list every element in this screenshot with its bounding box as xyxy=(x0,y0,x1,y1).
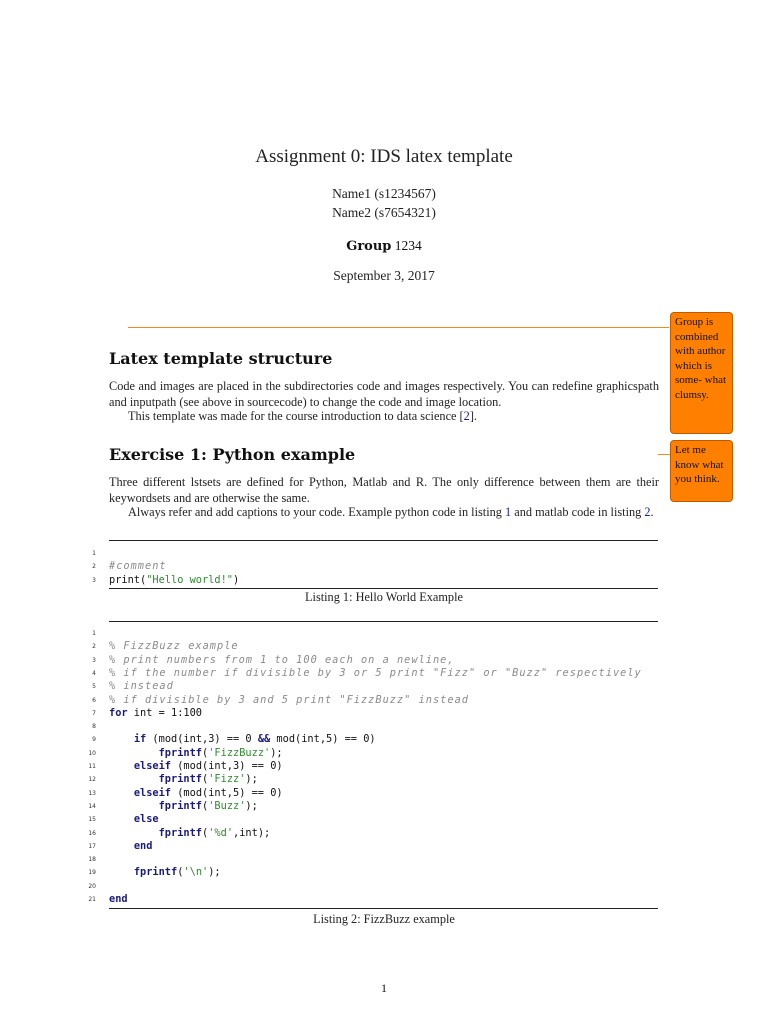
code-token: % print numbers from 1 to 100 each on a newline, xyxy=(109,653,455,666)
code-line xyxy=(0,853,768,866)
code-token: elseif xyxy=(133,786,172,799)
para-text: . xyxy=(650,505,654,519)
code-token: if xyxy=(133,733,147,746)
line-number: 7 xyxy=(92,709,96,717)
line-number: 14 xyxy=(88,802,96,810)
code-text xyxy=(109,827,270,839)
code-token: "Hello world!" xyxy=(146,573,233,586)
line-number: 4 xyxy=(92,669,96,677)
code-token: fprintf xyxy=(158,826,203,839)
line-number: 10 xyxy=(88,749,96,757)
listing-2-top-rule xyxy=(109,621,658,622)
code-line xyxy=(0,880,768,893)
section-2-paragraph-2 xyxy=(109,505,659,521)
citation-link[interactable]: 2 xyxy=(463,409,470,423)
line-number: 16 xyxy=(88,829,96,837)
listing-1-top-rule xyxy=(109,540,658,541)
code-token xyxy=(109,787,134,799)
line-number: 8 xyxy=(92,723,96,731)
section-1-paragraph-1: Code and images are placed in the subdirectories code and images respectively. You can redefine graphicspath and inputpath (see above in sourcecode) to change the code and image location. xyxy=(109,379,659,409)
code-line xyxy=(0,720,768,733)
margin-note-1: Group is combined with author which is some- what clumsy. xyxy=(670,312,733,434)
author-2: Name2 (s7654321) xyxy=(332,205,436,220)
code-token: ( xyxy=(202,746,209,759)
code-token: ); xyxy=(208,866,221,879)
code-text xyxy=(109,574,239,586)
para-text: This template was made for the course introduction to data science [ xyxy=(128,409,464,423)
code-line xyxy=(0,773,768,786)
code-token: '%d' xyxy=(208,826,234,839)
author-1: Name1 (s1234567) xyxy=(332,186,436,201)
section-1-paragraph-2 xyxy=(109,409,659,425)
line-number: 3 xyxy=(92,656,96,664)
line-number: 2 xyxy=(92,563,96,571)
section-heading-latex-structure: Latex template structure xyxy=(109,349,333,368)
line-number: 12 xyxy=(88,776,96,784)
code-token: ( xyxy=(202,773,209,786)
code-token xyxy=(109,733,134,745)
code-token xyxy=(109,813,134,825)
section-heading-exercise-1: Exercise 1: Python example xyxy=(109,445,356,464)
code-token: % FizzBuzz example xyxy=(109,640,239,653)
code-text xyxy=(109,893,128,905)
line-number: 5 xyxy=(92,683,96,691)
code-text xyxy=(109,654,455,666)
line-number: 11 xyxy=(88,763,96,770)
line-number: 1 xyxy=(92,550,96,557)
code-token: ); xyxy=(270,746,283,759)
code-line xyxy=(0,667,768,680)
code-line xyxy=(0,694,768,707)
code-line xyxy=(0,733,768,746)
para-text: and matlab code in listing xyxy=(511,505,645,519)
line-number: 1 xyxy=(92,630,96,637)
para-text: Always refer and add captions to your code. Example python code in listing xyxy=(128,505,506,519)
code-token: int = 1:100 xyxy=(127,706,203,719)
code-line xyxy=(0,680,768,693)
group-label: Group xyxy=(346,239,392,254)
code-token: % if the number if divisible by 3 or 5 print "Fizz" or "Buzz" respectively xyxy=(109,666,642,679)
code-token: mod(int,5) == 0) xyxy=(270,733,376,746)
code-text xyxy=(109,680,174,692)
code-text xyxy=(109,773,258,785)
code-token: print( xyxy=(109,573,147,586)
group-number: 1234 xyxy=(394,238,422,253)
code-text xyxy=(109,866,221,878)
code-token: 'Fizz' xyxy=(208,773,246,786)
code-token: ); xyxy=(245,773,258,786)
listing-1-bottom-rule xyxy=(109,588,658,589)
code-token: elseif xyxy=(133,760,172,772)
code-token: end xyxy=(133,839,153,852)
line-number: 3 xyxy=(92,576,96,584)
code-text xyxy=(109,694,469,706)
code-line xyxy=(0,813,768,826)
line-number: 9 xyxy=(92,736,96,744)
code-token: 'FizzBuzz' xyxy=(208,746,271,759)
line-number: 20 xyxy=(88,882,96,890)
code-token xyxy=(109,747,159,759)
margin-note-2-connector xyxy=(658,454,670,455)
page-number: 1 xyxy=(381,981,387,995)
listing-2-caption: Listing 2: FizzBuzz example xyxy=(313,912,455,926)
code-token: ( xyxy=(177,866,184,879)
code-line xyxy=(0,827,768,840)
code-text xyxy=(109,733,376,745)
line-number: 6 xyxy=(92,696,96,704)
code-token xyxy=(109,760,134,772)
code-token: fprintf xyxy=(158,773,203,786)
line-number: 21 xyxy=(88,896,96,903)
code-line xyxy=(0,840,768,853)
code-text xyxy=(109,747,283,759)
listing-1-caption: Listing 1: Hello World Example xyxy=(305,590,463,604)
code-line xyxy=(0,760,768,773)
line-number: 13 xyxy=(88,789,96,797)
code-line xyxy=(0,640,768,653)
code-token: fprintf xyxy=(133,866,178,879)
code-token: for xyxy=(109,706,128,719)
code-text xyxy=(109,640,239,652)
code-token: ,int); xyxy=(233,826,271,839)
code-text xyxy=(109,560,167,572)
listing-1-link[interactable]: 1 xyxy=(505,505,512,519)
line-number: 18 xyxy=(88,856,96,864)
code-token: % instead xyxy=(109,680,174,693)
line-number: 19 xyxy=(88,869,96,877)
code-line xyxy=(0,787,768,800)
code-line xyxy=(0,866,768,879)
code-line xyxy=(0,747,768,760)
code-token: end xyxy=(109,893,128,905)
code-line xyxy=(0,800,768,813)
code-token xyxy=(109,773,159,785)
code-line xyxy=(0,574,768,587)
code-line xyxy=(0,560,768,573)
code-text xyxy=(109,840,152,852)
document-title: Assignment 0: IDS latex template xyxy=(255,146,513,167)
code-token: ( xyxy=(202,799,209,812)
code-text xyxy=(109,800,258,812)
date: September 3, 2017 xyxy=(333,268,435,283)
code-token xyxy=(109,840,134,852)
code-token: fprintf xyxy=(158,746,203,759)
listing-2-bottom-rule xyxy=(109,908,658,909)
code-token: #comment xyxy=(109,560,167,573)
line-number: 17 xyxy=(88,842,96,850)
code-token: (mod(int,3) == 0 xyxy=(146,733,258,746)
code-line xyxy=(0,893,768,906)
code-token: 'Buzz' xyxy=(208,799,246,812)
code-line xyxy=(0,547,768,560)
code-text xyxy=(109,813,159,825)
line-number: 2 xyxy=(92,643,96,651)
code-token xyxy=(109,866,134,878)
line-number: 15 xyxy=(88,816,96,824)
group-line xyxy=(0,238,768,254)
code-token: ) xyxy=(233,573,240,586)
code-token: else xyxy=(133,813,159,826)
code-token: ( xyxy=(202,826,209,839)
code-token xyxy=(109,827,159,839)
code-text xyxy=(109,667,642,679)
code-text xyxy=(109,707,202,719)
code-token: '\n' xyxy=(183,866,209,879)
listing-2-link[interactable]: 2 xyxy=(644,505,651,519)
code-token: && xyxy=(257,733,271,746)
code-token: ); xyxy=(245,799,258,812)
code-token: fprintf xyxy=(158,799,203,812)
code-token xyxy=(109,800,159,812)
margin-note-2: Let me know what you think. xyxy=(670,440,733,502)
code-text xyxy=(109,760,283,772)
para-text: ]. xyxy=(469,409,477,423)
code-line xyxy=(0,627,768,640)
margin-note-connector-line xyxy=(128,327,669,328)
code-line xyxy=(0,654,768,667)
code-token: (mod(int,5) == 0) xyxy=(171,786,283,799)
code-token: (mod(int,3) == 0) xyxy=(171,760,283,772)
code-text xyxy=(109,787,283,799)
code-token: % if divisible by 3 and 5 print "FizzBuzz" instead xyxy=(109,693,469,706)
code-line xyxy=(0,707,768,720)
section-2-paragraph-1: Three different lstsets are defined for Python, Matlab and R. The only difference between them are their keywordsets and are otherwise the same. xyxy=(109,475,659,505)
